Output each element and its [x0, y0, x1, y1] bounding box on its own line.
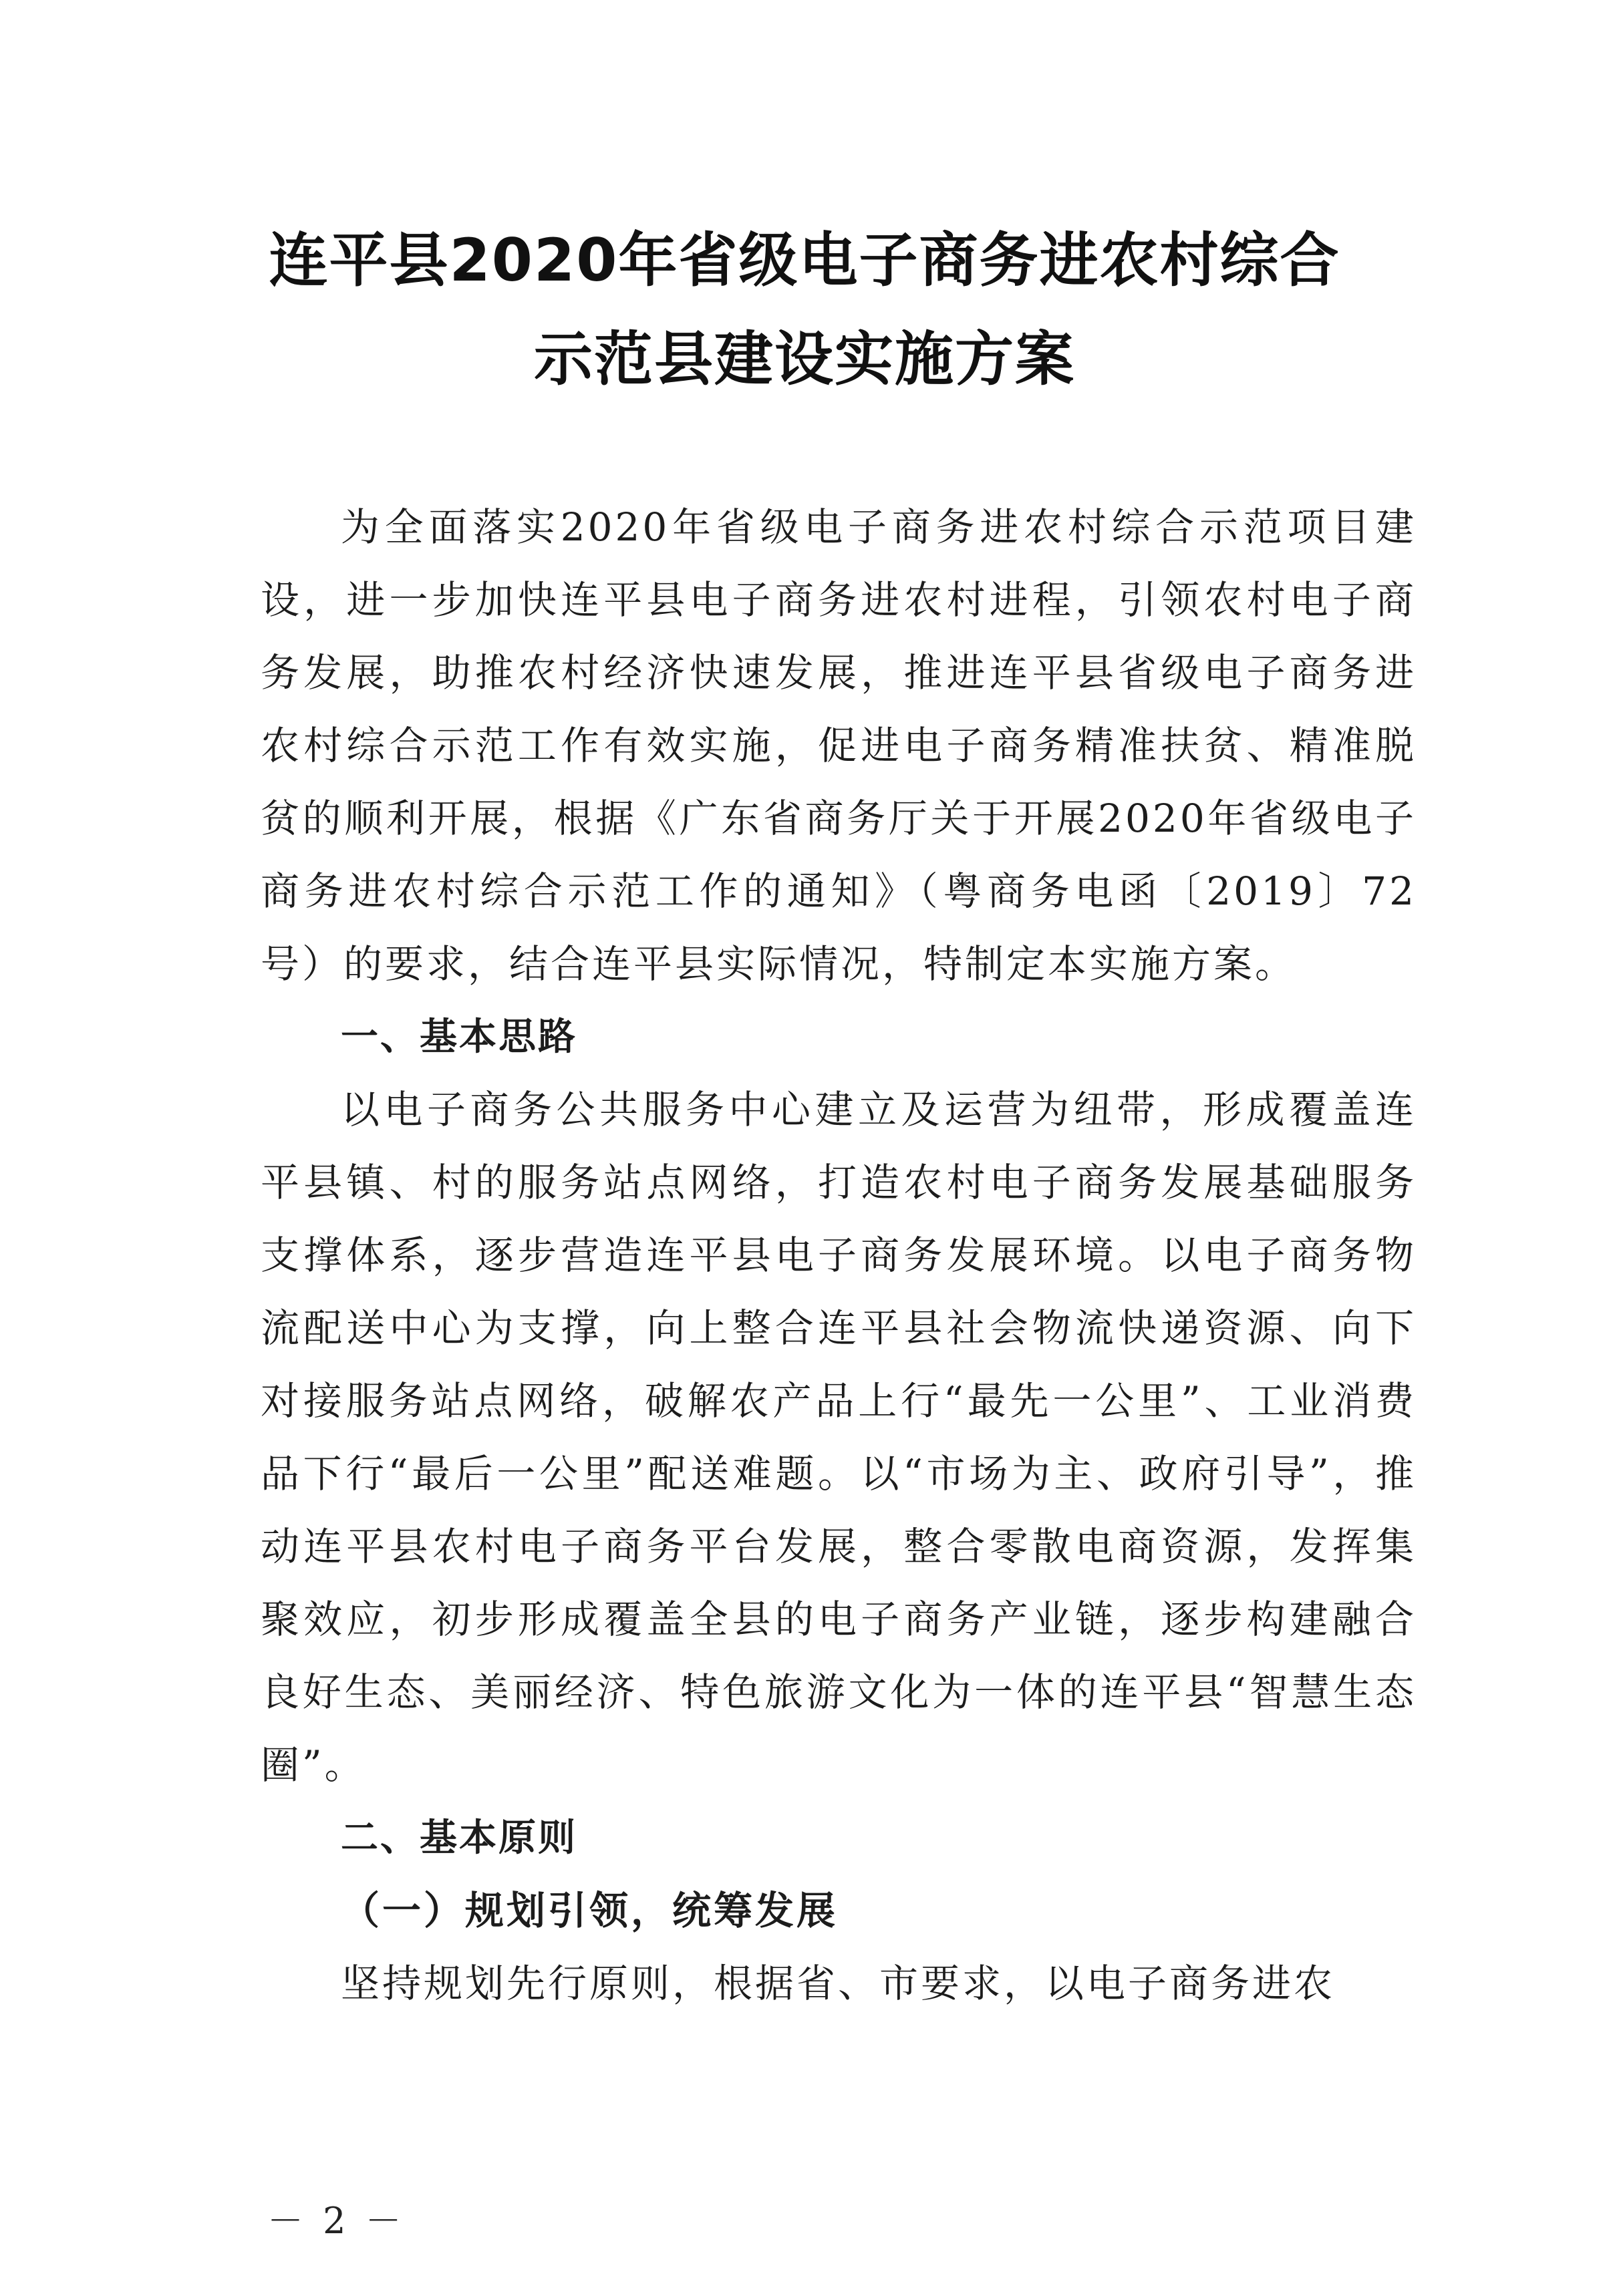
subsection-1-heading: （一）规划引领，统筹发展 — [341, 1888, 839, 1933]
section-2-heading: 二、基本原则 — [341, 1816, 577, 1860]
document-body — [261, 491, 1417, 2020]
section-1-heading: 一、基本思路 — [341, 1015, 577, 1059]
document-title-line-1: 连平县2020年省级电子商务进农村综合 — [269, 226, 1340, 295]
document-title-line-2: 示范县建设实施方案 — [533, 325, 1075, 393]
intro-paragraph: 为全面落实2020年省级电子商务进农村综合示范项目建设，进一步加快连平县电子商务进农村进程，引领农村电子商务发展，助推农村经济快速发展，推进连平县省级电子商务进农村综合示范工作有效实施，促进电子商务精准扶贫、精准脱贫的顺利开展，根据《广东省商务厅关于开展2020年省级电子商务进农村综合示范工作的通知》（粤商务电函〔2019〕72号）的要求，结合连平县实际情况，特制定本实施方案。 — [261, 504, 1417, 987]
page-number: － 2 － — [267, 2200, 406, 2242]
subsection-1-paragraph: 坚持规划先行原则，根据省、市要求，以电子商务进农 — [341, 1961, 1336, 2006]
section-1-paragraph: 以电子商务公共服务中心建立及运营为纽带，形成覆盖连平县镇、村的服务站点网络，打造农村电子商务发展基础服务支撑体系，逐步营造连平县电子商务发展环境。以电子商务物流配送中心为支撑，向上整合连平县社会物流快递资源、向下对接服务站点网络，破解农产品上行“最先一公里”、工业消费品下行“最后一公里”配送难题。以“市场为主、政府引导”，推动连平县农村电子商务平台发展，整合零散电商资源，发挥集聚效应，初步形成覆盖全县的电子商务产业链，逐步构建融合良好生态、美丽经济、特色旅游文化为一体的连平县“智慧生态圈”。 — [261, 1087, 1417, 1788]
